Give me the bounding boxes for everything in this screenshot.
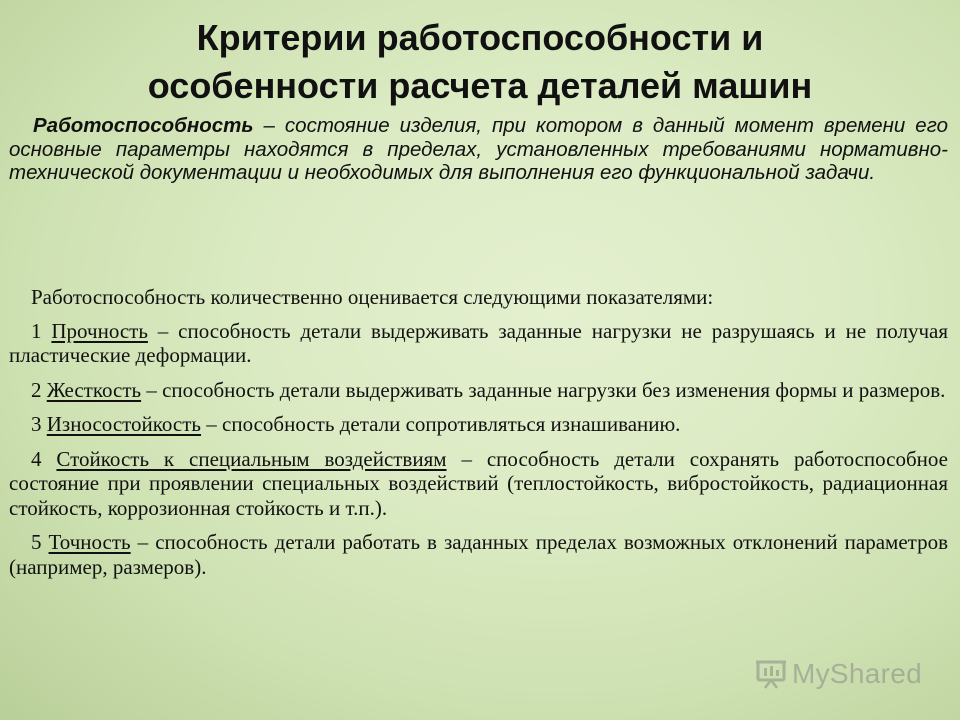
criterion-description: – способность детали выдерживать заданные нагрузки не разрушаясь и не получая пластические деформации. [9,318,949,367]
criterion-description: – способность детали работать в заданных пределах возможных отклонений параметров (например, размеров). [9,530,948,579]
presentation-board-icon [755,658,787,690]
criterion-item [9,530,948,579]
criterion-number: 3 [31,412,47,436]
criterion-item [9,319,948,368]
criterion-description: – способность детали сопротивляться изнашиванию. [201,412,681,436]
criterion-number: 2 [31,377,47,402]
definition-paragraph [9,114,948,185]
criteria-section [9,285,948,589]
criterion-number: 1 [31,318,52,343]
criterion-item [9,447,948,521]
slide-title [30,14,930,110]
definition-text: – состояние изделия, при котором в данный момент времени его основные параметры находятся в пределах, установленных требованиями нормативно-технической документации и необходимых для выполнения его функциональной задачи. [9,114,948,184]
criterion-term: Прочность [51,318,148,343]
criterion-term: Стойкость к специальным воздействиям [56,446,447,471]
title-line-1: Критерии работоспособности и [196,17,764,58]
criterion-description: – способность детали выдерживать заданные нагрузки без изменения формы и размеров. [141,377,946,402]
criterion-term: Точность [48,530,131,554]
title-line-2: особенности расчета деталей машин [147,65,813,106]
criterion-term: Износостойкость [46,412,202,436]
watermark [755,658,922,690]
criterion-item [9,412,948,437]
criterion-item [9,378,948,403]
watermark-text: MyShared [791,658,922,689]
criterion-term: Жесткость [46,377,142,402]
criterion-number: 4 [31,446,57,471]
criterion-description: – способность детали сохранять работоспособное состояние при проявлении специальных воздействий (теплостойкость, вибростойкость, радиационная стойкость, коррозионная стойкость и т.п.). [9,446,948,520]
criteria-intro: Работоспособность количественно оценивается следующими показателями: [31,285,714,309]
definition-term: Работоспособность [33,114,254,137]
criterion-number: 5 [31,530,49,554]
